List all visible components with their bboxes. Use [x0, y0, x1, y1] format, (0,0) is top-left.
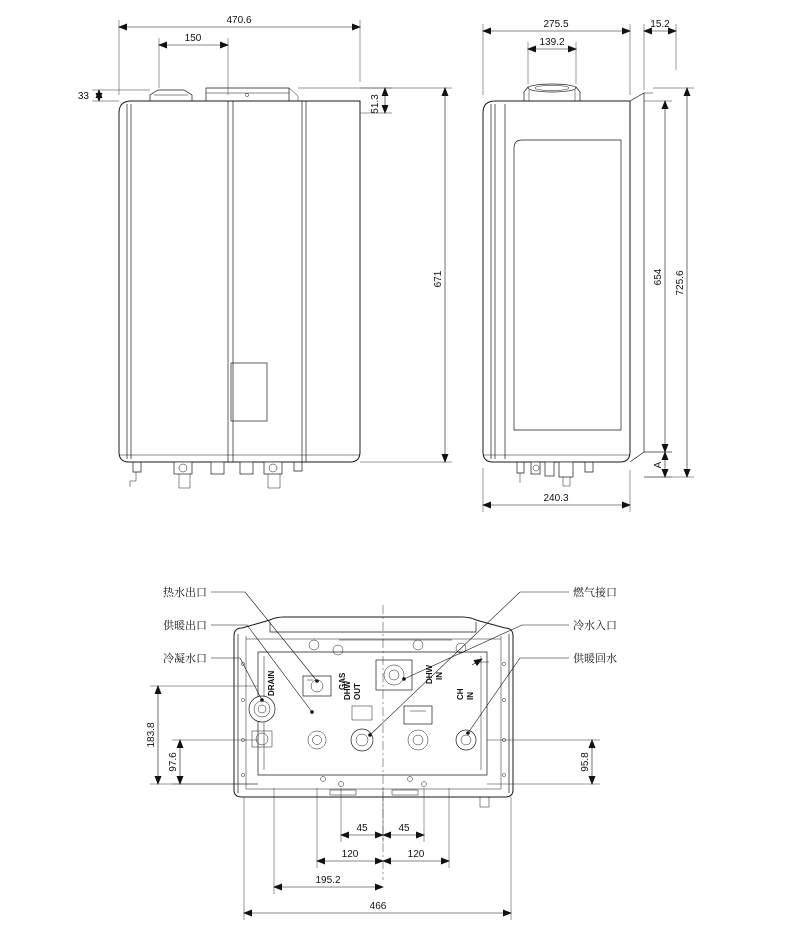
- dim-right-offset: [644, 19, 676, 90]
- port-drain-label: DRAIN: [267, 670, 276, 696]
- screw-dot-4: [241, 773, 244, 776]
- front-conn-d: [559, 462, 573, 477]
- side-control-panel: [231, 363, 267, 421]
- dim-120-right-text: 120: [407, 849, 425, 860]
- port-dhw-out-label-1: DHW: [343, 680, 352, 700]
- dim-overall-depth: [119, 15, 360, 95]
- bottom-hole-2: [333, 645, 343, 655]
- small-fitting-2: [339, 782, 344, 787]
- side-conn-e-pipe: [268, 474, 280, 488]
- port-gas-outer: [351, 729, 373, 751]
- callout-drain: [163, 651, 264, 702]
- bottom-hole-3: [413, 640, 423, 650]
- dim-240-3-text: 240.3: [543, 493, 569, 504]
- bottom-bracket-1: [330, 790, 356, 795]
- front-conn-b: [531, 462, 540, 474]
- side-bottom-connections: [130, 462, 302, 488]
- dim-45-left-text: 45: [356, 823, 368, 834]
- port-gas-label: GAS: [338, 672, 347, 690]
- port-ch-in-label-1: CH: [456, 688, 465, 700]
- port-ch-in-circle: [408, 730, 428, 750]
- side-conn-d: [240, 462, 253, 474]
- port-dhw-in: [376, 660, 444, 690]
- dim-183-8-text: 183.8: [146, 722, 157, 748]
- dim-654-text: 654: [653, 268, 664, 286]
- bottom-manifold-block: [258, 652, 487, 775]
- port-drain-base: [252, 731, 272, 747]
- dim-150-text: 150: [184, 33, 202, 44]
- side-view: [78, 15, 452, 488]
- front-view: [483, 19, 694, 512]
- dim-flue-width: [483, 19, 630, 95]
- port-ch-in-body: [404, 706, 432, 724]
- port-gas-base: [352, 706, 372, 720]
- dim-bottom-width: [483, 468, 630, 512]
- dim-725-6-text: 725.6: [675, 270, 686, 296]
- callout-dhw-out-text: 热水出口: [163, 587, 207, 599]
- dim-120-left-text: 120: [341, 849, 359, 860]
- dim-195-2: [274, 788, 383, 894]
- bottom-bracket-2: [392, 790, 418, 795]
- port-dhw-out-body: [303, 676, 331, 696]
- dim-45-right: [383, 788, 424, 842]
- dim-top-step: [78, 90, 150, 102]
- screw-dot-5: [502, 662, 505, 665]
- bottom-hole-1: [309, 640, 319, 650]
- dim-466: [244, 797, 511, 920]
- dim-120-right: [383, 788, 449, 868]
- front-bottom-connections: [517, 462, 593, 486]
- side-conn-c: [211, 462, 224, 474]
- screw-dot-2: [241, 698, 244, 701]
- dim-45-left: [341, 788, 383, 842]
- dim-195-2-text: 195.2: [315, 875, 341, 886]
- port-drain: [249, 670, 276, 747]
- dim-671-text: 671: [433, 270, 444, 288]
- callout-ch-in: [466, 651, 617, 735]
- port-ch-in-circle-in: [413, 735, 423, 745]
- side-conn-a-pipe: [130, 472, 136, 487]
- port-dhw-in-label-1: DHW: [425, 664, 434, 684]
- dim-flue-inner: [528, 37, 576, 84]
- callout-ch-out-text: 供暖出口: [163, 620, 207, 632]
- dim-470-6-text: 470.6: [226, 15, 252, 26]
- bottom-plate-outline: [234, 617, 513, 797]
- dim-overall-height: [644, 88, 694, 477]
- port-dhw-out-lower-in: [313, 736, 322, 745]
- side-conn-a: [133, 462, 141, 472]
- port-dhw-in-label-2: IN: [435, 672, 444, 680]
- dim-97-6-text: 97.6: [168, 752, 179, 772]
- screw-dot-8: [502, 773, 505, 776]
- callout-dhw-out: [163, 585, 319, 683]
- front-conn-d-pipe: [563, 477, 570, 486]
- side-flue-collar: [150, 90, 192, 101]
- dim-51-3-text: 51.3: [370, 94, 381, 114]
- callout-ch-out: [163, 618, 314, 714]
- small-fitting-1: [321, 777, 326, 782]
- small-fitting-4: [422, 782, 427, 787]
- port-dhw-out-lower: [308, 731, 326, 749]
- side-conn-f: [294, 462, 302, 471]
- port-dhw-out-label-2: OUT: [353, 683, 362, 700]
- callout-drain-text: 冷凝水口: [163, 653, 207, 665]
- dim-body-height: [644, 101, 672, 452]
- dim-275-5-text: 275.5: [543, 19, 569, 30]
- bottom-tab: [480, 797, 489, 807]
- dim-15-2-text: 15.2: [650, 19, 670, 30]
- dim-120-left: [317, 788, 383, 868]
- side-hanger-right: [289, 88, 298, 101]
- port-dhw-in-body: [376, 660, 412, 690]
- side-hanger-bracket: [206, 88, 289, 101]
- port-ch-out: [456, 730, 476, 750]
- callout-dhw-in: [402, 618, 617, 681]
- front-conn-e: [585, 462, 593, 472]
- port-ch-in-label-2: IN: [466, 692, 475, 700]
- dim-466-text: 466: [369, 901, 387, 912]
- side-conn-b-pipe: [179, 474, 190, 488]
- dim-right-95-8: [487, 740, 600, 784]
- small-fitting-3: [408, 777, 413, 782]
- dim-a-text: A: [653, 461, 664, 469]
- screw-dot-6: [502, 698, 505, 701]
- front-conn-a: [517, 462, 524, 473]
- bottom-view: [146, 585, 617, 920]
- callout-ch-in-text: 供暖回水: [573, 653, 617, 665]
- front-conn-c: [545, 462, 554, 476]
- dim-33-text: 33: [77, 91, 89, 102]
- side-body-outline: [119, 101, 360, 462]
- dim-139-2-text: 139.2: [539, 37, 565, 48]
- bottom-plate-top-lip: [270, 622, 476, 632]
- front-right-edge: [630, 93, 644, 462]
- dim-height-671: [360, 88, 452, 462]
- port-ch-out-circle: [456, 730, 476, 750]
- dim-a: [644, 452, 672, 477]
- dim-left-inner-97-6: [168, 740, 258, 784]
- dim-45-right-text: 45: [398, 823, 410, 834]
- callout-gas-text: 燃气接口: [573, 587, 617, 599]
- side-hanger-hole: [245, 93, 248, 96]
- callout-dhw-in-text: 冷水入口: [573, 620, 617, 632]
- dim-95-8-text: 95.8: [580, 752, 591, 772]
- front-face-panel: [514, 140, 621, 430]
- dim-left-outer-183-8: [146, 686, 258, 784]
- dim-flue-offset: [159, 33, 228, 95]
